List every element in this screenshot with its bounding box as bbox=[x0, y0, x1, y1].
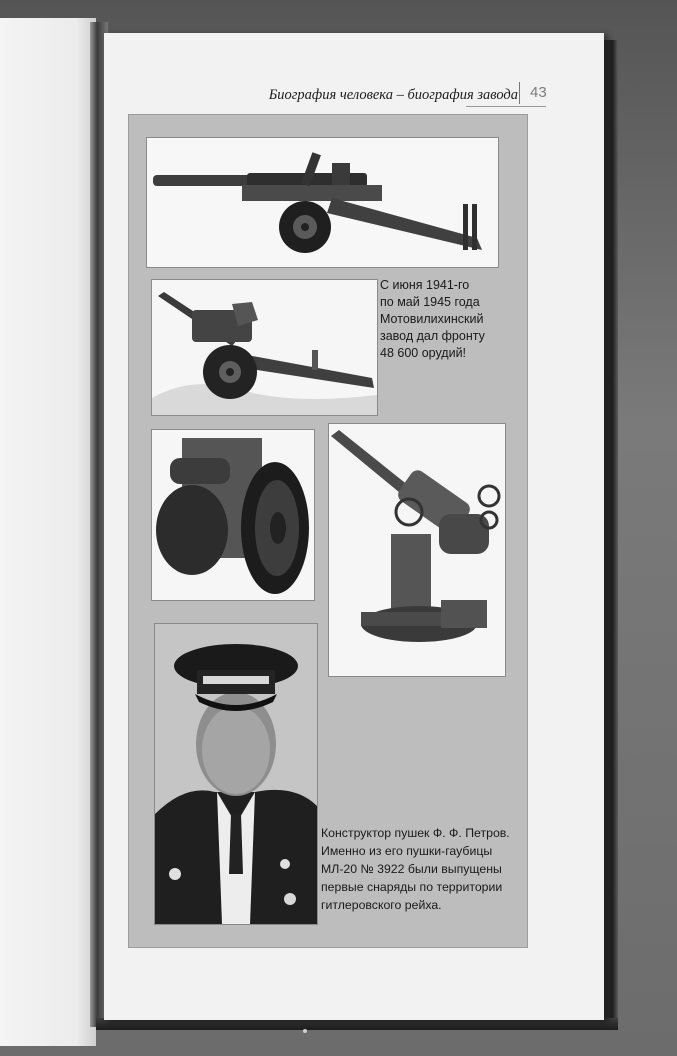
photo-anti-aircraft-gun bbox=[328, 423, 506, 677]
caption-line: первые снаряды по территории bbox=[321, 880, 503, 894]
photo-designer-portrait bbox=[154, 623, 318, 925]
caption-line: 48 600 орудий! bbox=[380, 346, 467, 360]
page-block-edge bbox=[604, 40, 618, 1020]
scan-speck bbox=[303, 1029, 307, 1033]
caption-designer bbox=[321, 824, 510, 914]
photo-field-gun-long-barrel bbox=[146, 137, 499, 268]
caption-line: Именно из его пушки-гаубицы bbox=[321, 844, 493, 858]
caption-line: Конструктор пушек Ф. Ф. Петров. bbox=[321, 826, 510, 840]
left-page-edge bbox=[0, 18, 96, 1046]
header-rule bbox=[466, 106, 546, 107]
page-number: 43 bbox=[530, 84, 547, 101]
caption-line: МЛ-20 № 3922 были выпущены bbox=[321, 862, 502, 876]
photo-gun-wheel bbox=[151, 429, 315, 601]
caption-line: завод дал фронту bbox=[380, 329, 485, 343]
caption-line: гитлеровского рейха. bbox=[321, 898, 442, 912]
photo-howitzer bbox=[151, 279, 378, 416]
caption-line: Мотовилихинский bbox=[380, 312, 484, 326]
running-title: Биография человека – биография завода bbox=[268, 87, 518, 103]
header-divider bbox=[519, 82, 520, 104]
caption-line: по май 1945 года bbox=[380, 295, 480, 309]
caption-line: С июня 1941-го bbox=[380, 278, 470, 292]
caption-production-figures bbox=[380, 277, 485, 362]
